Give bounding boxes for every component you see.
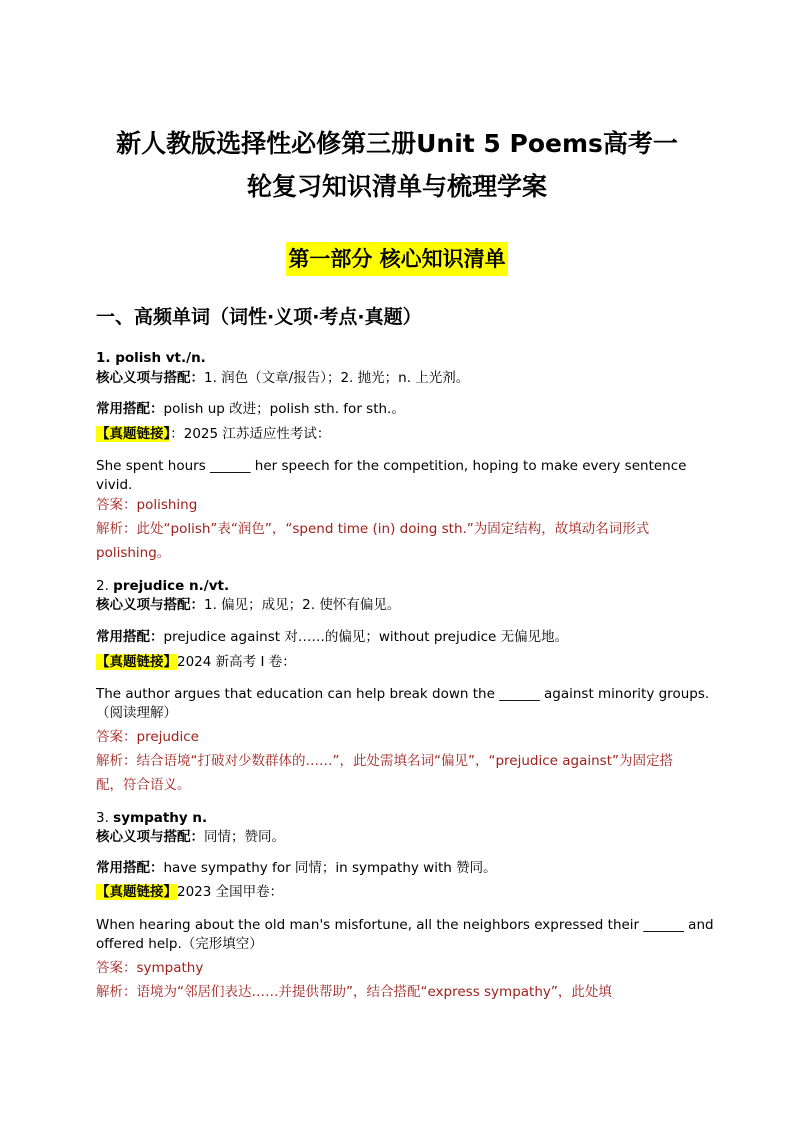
word-3-number: 3.	[96, 810, 114, 826]
word-3-question-line-2: offered help.（完形填空）	[96, 936, 263, 952]
word-3-source	[96, 882, 706, 902]
word-3-term: sympathy n.	[113, 810, 208, 826]
word-3-heading	[96, 808, 706, 828]
word-2-analysis-text: 结合语境“打破对少数群体的……”，此处需填名词“偏见”，“prejudice against”为固定搭	[136, 753, 673, 769]
analysis-label: 解析：	[96, 753, 137, 769]
word-1-answer	[96, 495, 706, 515]
word-1-analysis-line-1	[96, 519, 706, 539]
answer-label: 答案：	[96, 960, 137, 976]
word-2-heading	[96, 576, 706, 596]
word-2-common-text: prejudice against 对……的偏见；without prejudice 无偏见地。	[163, 629, 569, 645]
document-title-line-2: 轮复习知识清单与梳理学案	[246, 172, 547, 201]
word-2-question-line-1: The author argues that education can help break down the ______ against minority groups.	[96, 686, 710, 702]
word-2-source-text: 2024 新高考 I 卷：	[177, 654, 296, 670]
word-1-common	[96, 399, 706, 419]
answer-label: 答案：	[96, 729, 137, 745]
word-2-source	[96, 652, 706, 672]
word-2-core-text: 1. 偏见；成见；2. 使怀有偏见。	[204, 597, 401, 613]
core-label: 核心义项与搭配：	[96, 597, 204, 613]
exam-link-tag: 【真题链接】	[96, 884, 177, 900]
word-3-answer	[96, 958, 706, 978]
core-label: 核心义项与搭配：	[96, 829, 204, 845]
word-3-core	[96, 827, 706, 847]
word-3-common-text: have sympathy for 同情；in sympathy with 赞同。	[163, 860, 497, 876]
word-1-heading: 1. polish vt./n.	[96, 350, 206, 366]
word-1-analysis-text: 此处“polish”表“润色”，“spend time (in) doing sth.”为固定结构，故填动名词形式	[136, 521, 650, 537]
common-label: 常用搭配：	[96, 860, 164, 876]
exam-link-tag: 【真题链接】	[96, 654, 177, 670]
word-3-source-text: 2023 全国甲卷：	[177, 884, 284, 900]
subsection-heading: 一、高频单词（词性·义项·考点·真题）	[96, 306, 422, 328]
word-2-answer	[96, 727, 706, 747]
section-title-wrap	[0, 242, 794, 276]
word-3-common	[96, 858, 706, 878]
analysis-label: 解析：	[96, 984, 137, 1000]
word-1-core	[96, 368, 706, 388]
word-2-analysis-line-1	[96, 751, 706, 771]
analysis-label: 解析：	[96, 521, 137, 537]
common-label: 常用搭配：	[96, 629, 164, 645]
core-label: 核心义项与搭配：	[96, 370, 204, 386]
answer-label: 答案：	[96, 497, 137, 513]
word-1-core-text: 1. 润色（文章/报告）；2. 抛光；n. 上光剂。	[204, 370, 470, 386]
word-1-answer-text: polishing	[136, 497, 198, 513]
word-2-term: prejudice n./vt.	[113, 578, 230, 594]
word-3-core-text: 同情；赞同。	[204, 829, 285, 845]
word-2-core	[96, 595, 706, 615]
document-title-line-1: 新人教版选择性必修第三册Unit 5 Poems高考一	[116, 129, 678, 158]
word-1-question-line-1: She spent hours ______ her speech for the competition, hoping to make every sentence	[96, 458, 687, 474]
word-2-question-line-2: （阅读理解）	[96, 705, 177, 721]
word-1-common-text: polish up 改进；polish sth. for sth.。	[163, 401, 405, 417]
exam-link-tag: 【真题链接】	[96, 426, 171, 442]
word-3-question-line-1: When hearing about the old man's misfortune, all the neighbors expressed their ______ and	[96, 917, 714, 933]
word-3-answer-text: sympathy	[136, 960, 204, 976]
section-title: 第一部分 核心知识清单	[286, 242, 507, 276]
word-2-number: 2.	[96, 578, 114, 594]
word-1-question-line-2: vivid.	[96, 477, 133, 493]
word-1-analysis-line-2: polishing。	[96, 545, 171, 561]
word-1-source	[96, 424, 706, 444]
word-3-analysis-text: 语境为“邻居们表达……并提供帮助”，结合搭配“express sympathy”，此处填	[136, 984, 612, 1000]
word-2-analysis-line-2: 配，符合语义。	[96, 777, 191, 793]
common-label: 常用搭配：	[96, 401, 164, 417]
word-3-analysis-line-1	[96, 982, 706, 1002]
word-1-source-text: ：2025 江苏适应性考试：	[170, 426, 331, 442]
word-2-common	[96, 627, 706, 647]
word-2-answer-text: prejudice	[136, 729, 199, 745]
